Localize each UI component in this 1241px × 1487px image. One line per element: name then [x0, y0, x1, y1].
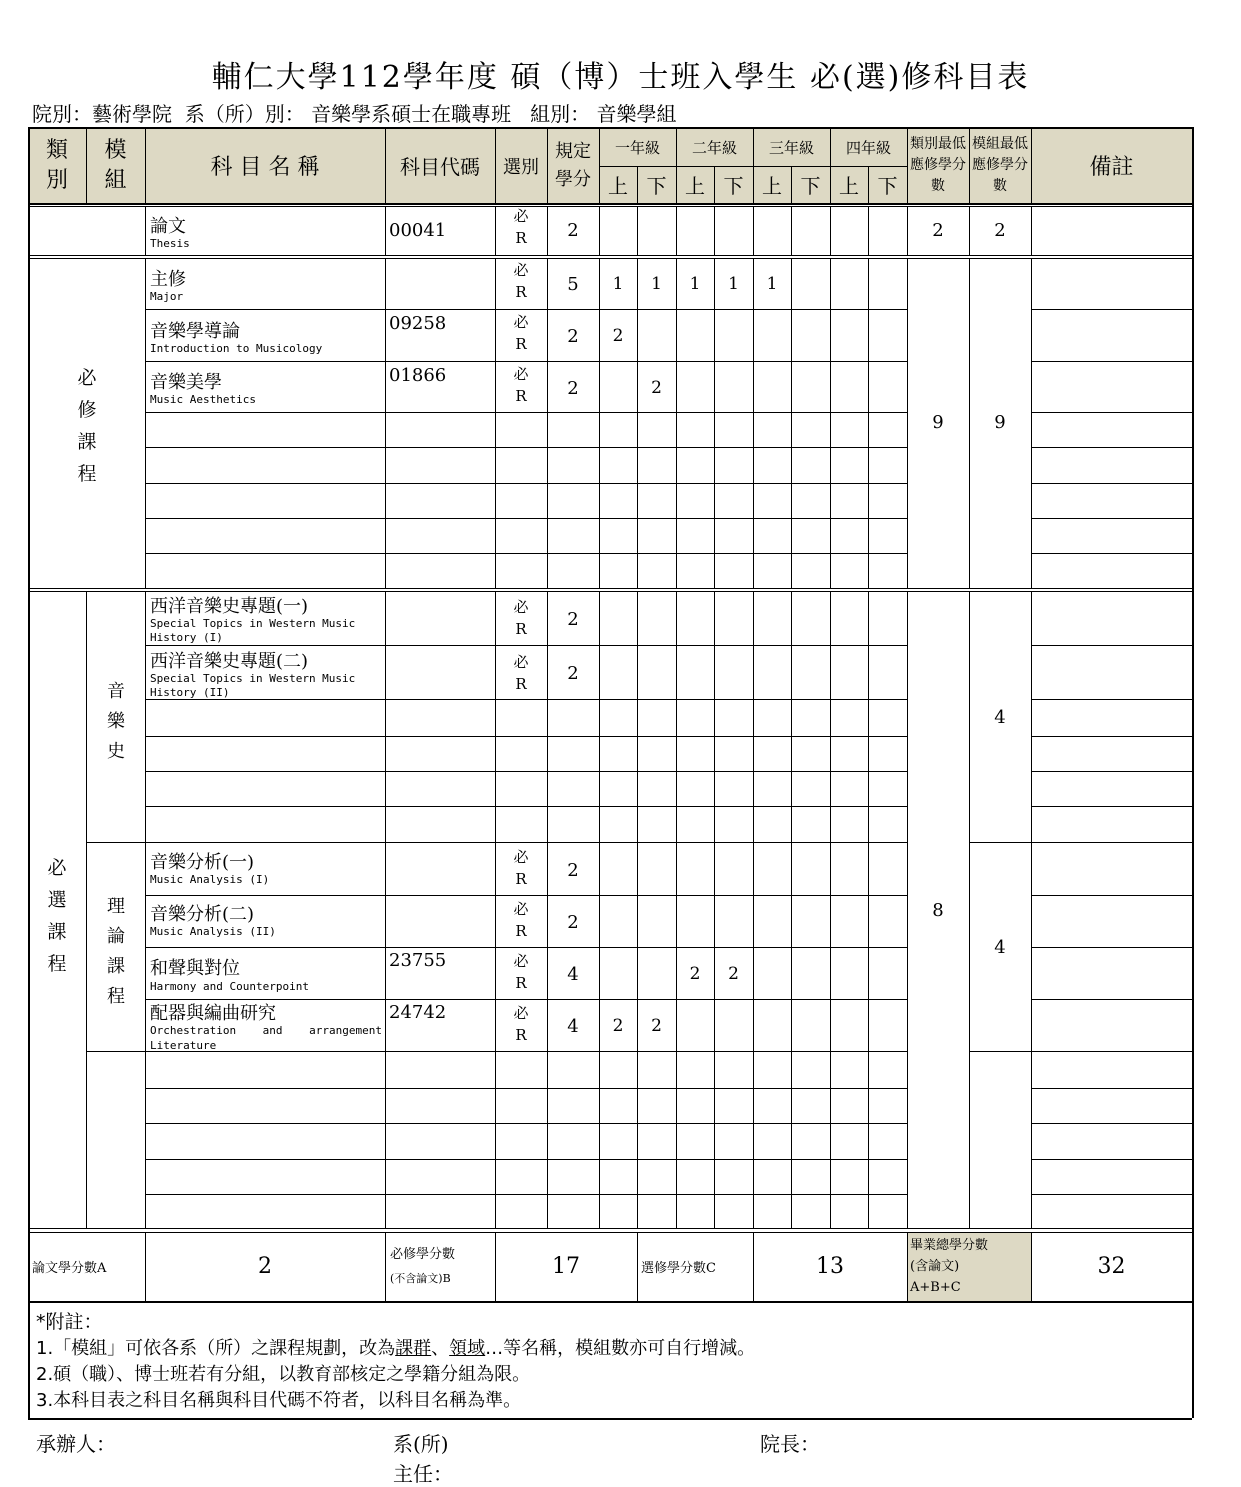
header-remarks: 備註 [1089, 155, 1134, 180]
course-credits: 2 [567, 220, 579, 241]
grid-line [1031, 895, 1192, 896]
footer-dean: 院長： [760, 1432, 820, 1456]
grid-line [86, 127, 87, 203]
header-year3: 三年級 [768, 138, 814, 157]
grid-line [637, 1232, 638, 1301]
course-code: 23755 [389, 950, 447, 971]
grid-line [145, 412, 907, 413]
course-name-en: Special Topics in Western Music History (I) [150, 617, 356, 644]
grid-line [907, 206, 908, 255]
grid-line [907, 1232, 908, 1301]
summary-total-value: 32 [1097, 1254, 1126, 1279]
header-year1: 一年級 [614, 138, 660, 157]
grid-line [907, 127, 908, 203]
semester-credit: 2 [651, 1016, 662, 1036]
course-credits: 2 [567, 662, 579, 684]
grid-line [495, 591, 496, 1228]
grid-line [1031, 736, 1192, 737]
grid-line [145, 258, 146, 588]
grid-line [145, 699, 907, 700]
grid-line [145, 483, 907, 484]
course-credits: 2 [567, 859, 579, 881]
course-type: 必 R [513, 1004, 529, 1044]
course-credits: 4 [567, 1015, 579, 1037]
grid-line [28, 204, 1192, 205]
grid-line [791, 591, 792, 1228]
course-name-en: Music Analysis (II) [150, 925, 276, 938]
header-course-name: 科 目 名 稱 [210, 155, 320, 180]
grid-line [753, 166, 754, 203]
summary-thesis-label: 論文學分數A [32, 1261, 107, 1276]
course-code: 01866 [389, 365, 447, 386]
grid-line [145, 127, 146, 203]
grid-line [676, 258, 677, 588]
grid-line [868, 206, 869, 255]
grid-line [637, 258, 638, 588]
grid-line [637, 591, 638, 1228]
semester-credit: 1 [651, 274, 662, 294]
course-type: 必 R [513, 900, 529, 940]
grid-line [868, 591, 869, 1228]
theory-module-label: 理 論 課 程 [107, 896, 125, 1007]
grid-line [1031, 645, 1192, 646]
grid-line [28, 127, 1192, 129]
required-section-label: 必 修 課 程 [77, 367, 97, 485]
page-title: 輔仁大學112學年度 碩（博）士班入學生 必(選)修科目表 [211, 60, 1030, 95]
page-subtitle: 院別：藝術學院 系（所）別： 音樂學系碩士在職專班 組別： 音樂學組 [32, 102, 677, 126]
course-credits: 2 [567, 325, 579, 347]
grid-line [599, 127, 600, 203]
notes-line-3: 3.本科目表之科目名稱與科目代碼不符者，以科目名稱為準。 [36, 1390, 522, 1411]
grid-line [145, 1051, 907, 1052]
grid-line [1031, 309, 1192, 310]
grid-line [495, 258, 496, 588]
grid-line [1031, 553, 1192, 554]
history-module-min: 4 [994, 706, 1006, 728]
grid-line [969, 127, 970, 203]
header-module: 模組 [104, 137, 127, 193]
grid-line [637, 166, 638, 203]
grid-line [676, 591, 677, 1228]
footer-director: 主任： [393, 1462, 453, 1486]
course-name-cn: 西洋音樂史專題(二) [150, 651, 309, 672]
grid-line [1031, 699, 1192, 700]
header-y2-second: 下 [723, 174, 744, 198]
grid-line [28, 591, 1192, 592]
grid-line [791, 166, 792, 203]
semester-credit: 2 [612, 1016, 624, 1036]
grid-line [28, 127, 30, 1418]
grid-line [145, 553, 907, 554]
grid-line [547, 127, 548, 203]
grid-line [1031, 947, 1192, 948]
grid-line [385, 206, 386, 255]
grid-line [28, 255, 1192, 256]
grid-line [753, 258, 754, 588]
grid-line [637, 206, 638, 255]
grid-line [495, 127, 496, 203]
grid-line [1192, 127, 1194, 1418]
elective-category-min: 8 [932, 899, 944, 921]
course-name-cn: 音樂美學 [150, 372, 222, 393]
grid-line [385, 1232, 386, 1301]
course-name-en: Music Analysis (I) [150, 873, 270, 886]
course-name-cn: 主修 [150, 269, 186, 290]
course-type: 必 R [513, 653, 529, 693]
header-credits: 規定學分 [555, 140, 591, 190]
grid-line [495, 206, 496, 255]
grid-line [86, 1051, 145, 1052]
grid-line [969, 1051, 1031, 1052]
grid-line [1031, 361, 1192, 362]
course-code: 09258 [389, 313, 447, 334]
grid-line [145, 1232, 146, 1301]
grid-line [599, 166, 907, 167]
theory-module-min: 4 [994, 936, 1006, 958]
grid-line [28, 206, 1192, 207]
header-y2-first: 上 [685, 174, 705, 198]
grid-line [1031, 806, 1192, 807]
grid-line [791, 206, 792, 255]
grid-line [547, 591, 548, 1228]
grid-line [145, 518, 907, 519]
header-course-code: 科目代碼 [400, 155, 480, 179]
grid-line [753, 127, 754, 166]
course-type: 必 R [513, 365, 529, 405]
thesis-module-min: 2 [994, 220, 1006, 241]
grid-line [1031, 842, 1192, 843]
grid-line [969, 842, 1031, 843]
notes-line-1: 1.「模組」可依各系（所）之課程規劃，改為課群、領域…等名稱，模組數亦可自行增減。 [36, 1338, 756, 1359]
semester-credit: 2 [728, 964, 739, 984]
history-module-label: 音 樂 史 [107, 681, 125, 762]
elective-section-label: 必 選 課 程 [47, 857, 67, 975]
summary-total-label: 畢業總學分數 (含論文) A+B+C [910, 1238, 989, 1295]
header-y3-first: 上 [762, 174, 782, 198]
summary-elective-label: 選修學分數C [641, 1261, 716, 1276]
course-type: 必 R [513, 598, 529, 638]
grid-line [830, 166, 831, 203]
grid-line [145, 947, 907, 948]
grid-line [145, 206, 146, 255]
course-name-en: Harmony and Counterpoint [150, 980, 309, 993]
summary-elective-value: 13 [816, 1254, 844, 1279]
grid-line [830, 591, 831, 1228]
grid-line [385, 591, 386, 1228]
notes-line-2: 2.碩（職）、博士班若有分組，以教育部核定之學籍分組為限。 [36, 1364, 531, 1385]
grid-line [714, 258, 715, 588]
grid-line [145, 999, 907, 1000]
grid-line [676, 166, 677, 203]
course-name-en: Thesis [150, 237, 190, 250]
semester-credit: 2 [689, 964, 701, 984]
header-year4: 四年級 [845, 138, 891, 157]
grid-line [830, 258, 831, 588]
course-type: 必 R [513, 207, 529, 247]
semester-credit: 1 [689, 274, 701, 294]
grid-line [1031, 206, 1032, 255]
grid-line [1031, 591, 1032, 1228]
grid-line [145, 1088, 907, 1089]
grid-line [599, 591, 600, 1228]
grid-line [145, 1194, 907, 1195]
grid-line [28, 1228, 1192, 1229]
grid-line [676, 206, 677, 255]
grid-line [714, 206, 715, 255]
grid-line [145, 1159, 907, 1160]
semester-credit: 1 [766, 274, 778, 294]
grid-line [145, 806, 907, 807]
grid-line [907, 591, 908, 1228]
course-credits: 2 [567, 608, 579, 630]
course-code: 24742 [389, 1002, 447, 1023]
header-year2: 二年級 [691, 138, 737, 157]
grid-line [907, 258, 908, 588]
course-name-en: Orchestration and arrangement [150, 1024, 382, 1037]
footer-dept: 系(所) [393, 1432, 449, 1456]
course-name-cn: 音樂分析(一) [150, 852, 255, 873]
course-credits: 2 [567, 911, 579, 933]
course-type: 必 R [513, 261, 529, 301]
course-name-en: Music Aesthetics [150, 393, 256, 406]
grid-line [28, 1418, 1192, 1420]
header-y4-second: 下 [877, 174, 898, 198]
header-category-min: 類別最低應修學分數 [910, 136, 966, 194]
course-type: 必 R [513, 952, 529, 992]
course-type: 必 R [513, 848, 529, 888]
grid-line [145, 771, 907, 772]
grid-line [1031, 518, 1192, 519]
grid-line [676, 127, 677, 166]
course-type: 必 R [513, 313, 529, 353]
grid-line [753, 1232, 754, 1301]
grid-line [1031, 1123, 1192, 1124]
semester-credit: 1 [728, 274, 739, 294]
grid-line [1031, 483, 1192, 484]
grid-line [28, 1232, 1192, 1233]
grid-line [86, 591, 87, 1228]
grid-line [145, 895, 907, 896]
header-category: 類別 [45, 137, 68, 193]
grid-line [1031, 258, 1032, 588]
grid-line [28, 258, 1192, 259]
grid-line [145, 736, 907, 737]
grid-line [1031, 412, 1192, 413]
grid-line [547, 258, 548, 588]
grid-line [969, 258, 970, 588]
grid-line [145, 842, 907, 843]
grid-line [1031, 1051, 1192, 1052]
course-name-cn: 論文 [150, 216, 186, 237]
course-name-cn: 音樂分析(二) [150, 904, 255, 925]
summary-required-value: 17 [552, 1254, 580, 1279]
semester-credit: 1 [612, 274, 624, 294]
grid-line [385, 258, 386, 588]
grid-line [868, 258, 869, 588]
grid-line [145, 361, 907, 362]
grid-line [1031, 999, 1192, 1000]
course-name-cn: 音樂學導論 [150, 321, 240, 342]
header-y1-first: 上 [608, 174, 628, 198]
grid-line [753, 206, 754, 255]
required-module-min: 9 [994, 411, 1006, 433]
grid-line [145, 309, 907, 310]
grid-line [830, 127, 831, 166]
grid-line [495, 1232, 496, 1301]
header-module-min: 模組最低應修學分數 [972, 136, 1028, 194]
grid-line [145, 447, 907, 448]
grid-line [969, 206, 970, 255]
grid-line [1031, 771, 1192, 772]
grid-line [145, 1123, 907, 1124]
header-y1-second: 下 [646, 174, 667, 198]
course-credits: 4 [567, 963, 579, 985]
course-code: 00041 [389, 220, 447, 241]
grid-line [1031, 1194, 1192, 1195]
header-y4-first: 上 [839, 174, 859, 198]
course-credits: 5 [567, 273, 579, 295]
semester-credit: 2 [612, 326, 624, 346]
grid-line [969, 591, 970, 1228]
thesis-category-min: 2 [932, 220, 944, 241]
course-name-en-cont: Literature [150, 1039, 217, 1051]
notes-heading: *附註： [36, 1311, 103, 1333]
grid-line [1031, 1088, 1192, 1089]
semester-credit: 2 [651, 378, 662, 398]
summary-required-label: 必修學分數 (不含論文)B [390, 1246, 456, 1285]
grid-line [28, 588, 1192, 589]
header-y3-second: 下 [800, 174, 821, 198]
grid-line [86, 842, 145, 843]
grid-line [599, 206, 600, 255]
course-name-cn: 和聲與對位 [150, 958, 240, 979]
course-name-en: Introduction to Musicology [150, 342, 323, 355]
grid-line [1031, 127, 1032, 203]
course-name-cn: 西洋音樂史專題(一) [150, 596, 309, 617]
course-name-cn: 配器與編曲研究 [150, 1003, 276, 1024]
grid-line [714, 591, 715, 1228]
grid-line [868, 166, 869, 203]
required-category-min: 9 [932, 411, 944, 433]
summary-thesis-value: 2 [258, 1254, 272, 1279]
grid-line [599, 258, 600, 588]
header-elective-type: 選別 [503, 156, 539, 178]
grid-line [145, 645, 907, 646]
grid-line [1031, 1159, 1192, 1160]
footer-handler: 承辦人： [36, 1432, 116, 1456]
course-name-en: Special Topics in Western Music History (II) [150, 672, 356, 699]
course-name-en: Major [150, 290, 184, 303]
grid-line [714, 166, 715, 203]
grid-line [1031, 1232, 1032, 1301]
grid-line [1031, 447, 1192, 448]
grid-line [791, 258, 792, 588]
grid-line [145, 591, 146, 1228]
course-credits: 2 [567, 377, 579, 399]
grid-line [385, 127, 386, 203]
grid-line [830, 206, 831, 255]
grid-line [753, 591, 754, 1228]
grid-line [28, 1301, 1192, 1303]
grid-line [547, 206, 548, 255]
